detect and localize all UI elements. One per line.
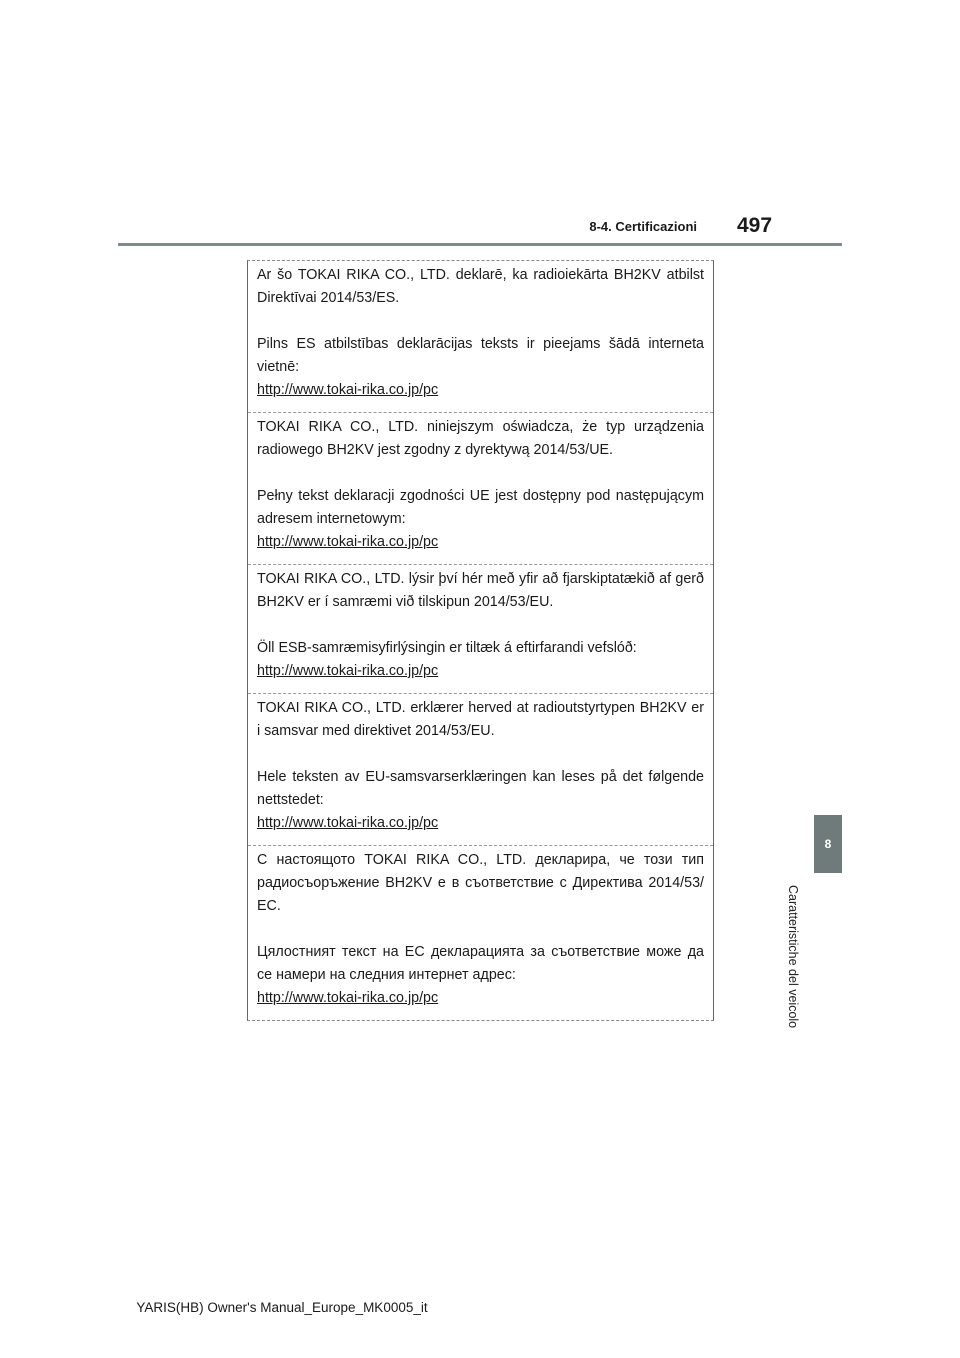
- chapter-number: 8: [824, 837, 832, 851]
- footer: YARIS(HB) Owner's Manual_Europe_MK0005_it: [136, 1300, 428, 1315]
- declaration-latvian: [248, 261, 713, 412]
- chapter-tab[interactable]: [814, 815, 842, 873]
- declaration-link[interactable]: http://www.tokai-rika.co.jp/pc: [257, 990, 439, 1006]
- declaration-text: С настоящото TOKAI RIKA CO., LTD. декларира, че този тип радиосъоръжение BH2KV е в съответствие с Директива 2014/53/ЕС.: [257, 852, 704, 914]
- declarations-box: [247, 260, 714, 1021]
- declaration-polish: [248, 412, 713, 564]
- declaration-text: TOKAI RIKA CO., LTD. niniejszym oświadcza, że typ urządzenia radiowego BH2KV jest zgodny z dyrektywą 2014/53/UE.: [257, 419, 704, 458]
- declaration-link[interactable]: http://www.tokai-rika.co.jp/pc: [257, 534, 439, 550]
- declaration-link[interactable]: http://www.tokai-rika.co.jp/pc: [257, 382, 439, 398]
- declaration-text: TOKAI RIKA CO., LTD. lýsir því hér með yfir að fjarskiptatækið af gerð BH2KV er í samræmi við tilskipun 2014/53/EU.: [257, 571, 704, 610]
- declaration-text: Ar šo TOKAI RIKA CO., LTD. deklarē, ka radioiekārta BH2KV atbilst Direktīvai 2014/53/ES.: [257, 267, 704, 306]
- declaration-bulgarian: [248, 845, 713, 1020]
- declaration-text: TOKAI RIKA CO., LTD. erklærer herved at radioutstyrtypen BH2KV er i samsvar med direktivet 2014/53/EU.: [257, 700, 704, 739]
- section-title: 8-4. Certificazioni: [589, 219, 697, 234]
- declaration-info: Hele teksten av EU-samsvarserklæringen kan leses på det følgende nettstedet:: [257, 769, 704, 808]
- declaration-link[interactable]: http://www.tokai-rika.co.jp/pc: [257, 663, 439, 679]
- chapter-label: Caratteristiche del veicolo: [786, 885, 800, 1029]
- declaration-norwegian: [248, 693, 713, 845]
- declaration-info: Pilns ES atbilstības deklarācijas teksts ir pieejams šādā interneta vietnē:: [257, 336, 704, 375]
- declaration-icelandic: [248, 564, 713, 693]
- page-number: 497: [737, 214, 773, 237]
- declaration-info: Pełny tekst deklaracji zgodności UE jest dostępny pod następującym adresem internetowym:: [257, 488, 704, 527]
- header-rule: [118, 243, 842, 246]
- declaration-link[interactable]: http://www.tokai-rika.co.jp/pc: [257, 815, 439, 831]
- declaration-info: Цялостният текст на ЕС декларацията за съответствие може да се намери на следния интернет адрес:: [257, 944, 704, 983]
- declaration-info: Öll ESB-samræmisyfirlýsingin er tiltæk á eftirfarandi vefslóð:: [257, 640, 637, 656]
